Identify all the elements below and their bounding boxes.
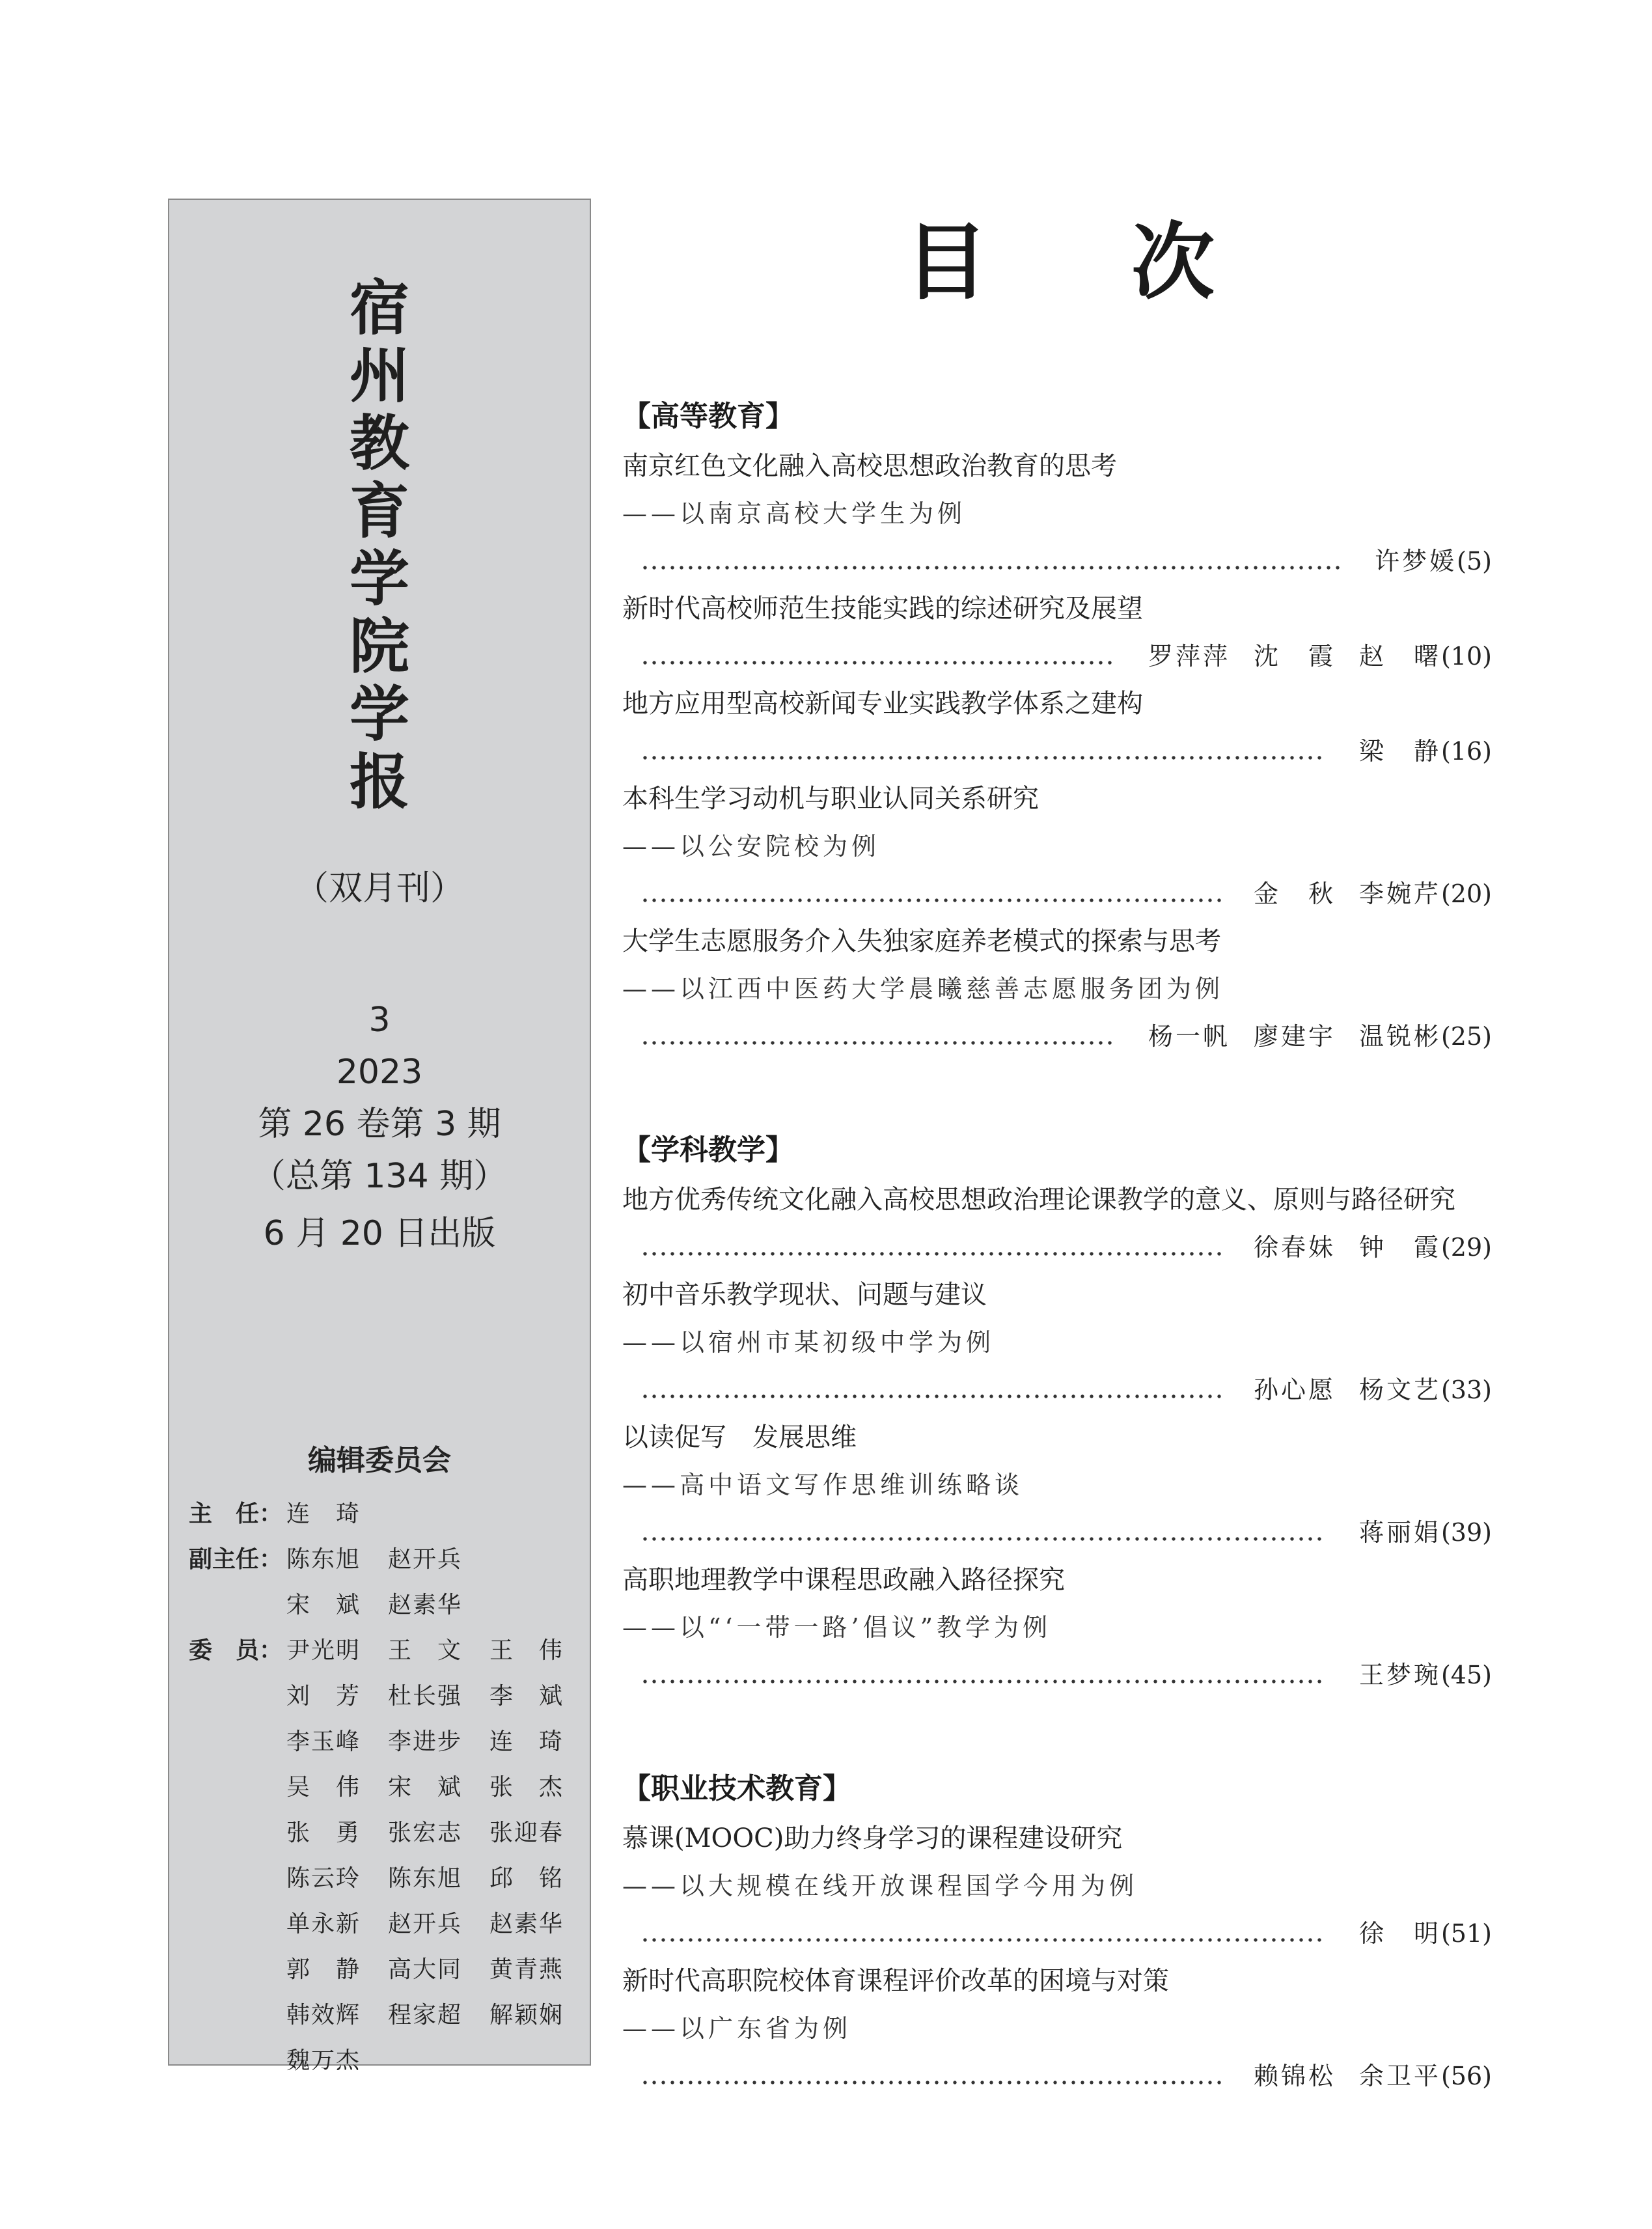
journal-title-char: 州: [349, 341, 409, 411]
article-title: 新时代高职院校体育课程评价改革的困境与对策: [622, 1966, 1169, 1996]
page-number: (25): [1440, 1022, 1492, 1051]
author-name: 钟 霞: [1358, 1233, 1441, 1262]
page-number: (5): [1457, 547, 1492, 575]
toc-entry[interactable]: [622, 1958, 1492, 2100]
board-member: 张 勇: [286, 1820, 361, 1846]
board-member: 程家超: [388, 2002, 463, 2028]
article-subtitle: ——以江西中医药大学晨曦慈善志愿服务团为例: [622, 975, 1224, 1003]
article-title: 南京红色文化融入高校思想政治教育的思考: [622, 451, 1117, 481]
article-leader-line: [622, 2053, 1492, 2100]
board-row: [189, 1814, 579, 1860]
toc-section-heading: 【职业技术教育】: [622, 1772, 851, 1805]
issue-total: （总第 134 期）: [251, 1157, 508, 1196]
toc-entry[interactable]: [622, 680, 1492, 775]
board-member: 宋 斌: [286, 1592, 361, 1618]
article-authors: [1230, 870, 1492, 918]
dot-leader: [640, 1519, 1327, 1542]
dot-leader: [640, 2062, 1221, 2086]
author-name: 徐春妹: [1253, 1233, 1336, 1262]
board-names: [286, 2042, 388, 2075]
journal-title-char: 报: [349, 747, 409, 817]
article-authors: [1336, 1910, 1492, 1958]
board-names: [286, 1951, 591, 1984]
article-authors: [1125, 633, 1492, 680]
board-member: 陈云玲: [286, 1865, 361, 1892]
article-title: 本科生学习动机与职业认同关系研究: [622, 784, 1039, 814]
board-member: 李玉峰: [286, 1728, 361, 1755]
toc-entry[interactable]: [622, 1176, 1492, 1271]
board-names: [286, 1541, 489, 1574]
article-title: 以读促写 发展思维: [622, 1422, 857, 1452]
toc-entry[interactable]: [622, 585, 1492, 680]
article-title: 新时代高校师范生技能实践的综述研究及展望: [622, 594, 1143, 624]
page-number: (45): [1440, 1661, 1492, 1689]
author-name: 徐 明: [1358, 1919, 1441, 1948]
article-authors: [1336, 728, 1492, 775]
board-member: 连 琦: [286, 1501, 361, 1527]
toc-entry[interactable]: [622, 1414, 1492, 1557]
board-row: [189, 1495, 579, 1541]
board-member: 赵开兵: [388, 1546, 463, 1573]
issue-info: [169, 994, 590, 1260]
board-member: 郭 静: [286, 1956, 361, 1983]
dot-leader: [640, 643, 1116, 666]
article-leader-line: [622, 1366, 1492, 1414]
board-member: 宋 斌: [388, 1774, 463, 1801]
editorial-board-heading: 编辑委员会: [308, 1444, 451, 1477]
author-name: 赵 曙: [1358, 642, 1441, 671]
author-name: 梁 静: [1358, 737, 1441, 766]
article-leader-line: [622, 1224, 1492, 1271]
article-subtitle: ——以宿州市某初级中学为例: [622, 1328, 995, 1357]
board-row: [189, 1541, 579, 1586]
journal-title-char: 学: [349, 680, 409, 749]
author-name: 许梦媛: [1375, 547, 1457, 575]
journal-title-char: 育: [349, 477, 409, 546]
dot-leader: [640, 1661, 1327, 1685]
article-leader-line: [622, 1910, 1492, 1958]
article-leader-line: [622, 728, 1492, 775]
board-row: [189, 1769, 579, 1814]
article-subtitle: ——以大规模在线开放课程国学今用为例: [622, 1872, 1138, 1900]
board-member: 赵开兵: [388, 1911, 463, 1937]
article-authors: [1230, 1366, 1492, 1414]
board-row: [189, 2042, 579, 2088]
board-role: 委 员：: [189, 1637, 283, 1664]
article-authors: [1336, 1509, 1492, 1557]
author-name: 赖锦松: [1253, 2062, 1336, 2090]
author-name: 罗萍萍: [1148, 642, 1230, 671]
board-row: [189, 1951, 579, 1997]
journal-title-char: 院: [349, 612, 409, 682]
toc-entry[interactable]: [622, 443, 1492, 585]
board-row: [189, 1632, 579, 1678]
author-name: 温锐彬: [1358, 1022, 1441, 1051]
board-names: [286, 1769, 591, 1802]
board-member: 魏万杰: [286, 2047, 361, 2074]
editorial-board: [189, 1495, 579, 2088]
article-subtitle: ——以“‘一带一路’倡议”教学为例: [622, 1613, 1052, 1642]
page-number: (56): [1440, 2062, 1492, 2090]
board-role: 副主任：: [189, 1546, 283, 1573]
table-of-contents: [622, 391, 1492, 2100]
section-gap: [622, 1060, 1492, 1124]
toc-section-heading: 【高等教育】: [622, 400, 794, 433]
article-title: 地方优秀传统文化融入高校思想政治理论课教学的意义、原则与路径研究: [622, 1185, 1455, 1215]
board-row: [189, 1678, 579, 1723]
toc-entry[interactable]: [622, 775, 1492, 918]
board-member: 吴 伟: [286, 1774, 361, 1801]
board-names: [286, 1814, 591, 1848]
dot-leader: [640, 1023, 1116, 1046]
board-names: [286, 1678, 591, 1711]
board-member: 解颖娴: [489, 2002, 564, 2028]
page-number: (39): [1440, 1518, 1492, 1547]
board-member: 杜长强: [388, 1683, 463, 1710]
issue-year: 2023: [336, 1053, 423, 1092]
journal-sidebar: [168, 199, 591, 2074]
board-member: 刘 芳: [286, 1683, 361, 1710]
toc-entry[interactable]: [622, 918, 1492, 1060]
publish-date: 6 月 20 日出版: [263, 1214, 496, 1253]
page-number: (16): [1440, 737, 1492, 766]
board-member: 张迎春: [489, 1820, 564, 1846]
dot-leader: [640, 547, 1342, 571]
dot-leader: [640, 1376, 1221, 1400]
article-authors: [1125, 1013, 1492, 1060]
article-leader-line: [622, 538, 1492, 585]
author-name: 沈 霞: [1253, 642, 1336, 671]
board-member: 李 斌: [489, 1683, 564, 1710]
board-names: [286, 1723, 591, 1756]
article-leader-line: [622, 1013, 1492, 1060]
page-number: (51): [1440, 1919, 1492, 1948]
board-member: 赵素华: [489, 1911, 564, 1937]
article-subtitle: ——高中语文写作思维训练略谈: [622, 1471, 1024, 1499]
board-member: 陈东旭: [388, 1865, 463, 1892]
toc-section-heading: 【学科教学】: [622, 1133, 794, 1167]
article-leader-line: [622, 633, 1492, 680]
issue-volume: 第 26 卷第 3 期: [258, 1105, 501, 1144]
author-name: 杨一帆: [1148, 1022, 1230, 1051]
board-member: 陈东旭: [286, 1546, 361, 1573]
toc-entry[interactable]: [622, 1271, 1492, 1414]
page-number: (33): [1440, 1376, 1492, 1404]
article-title: 大学生志愿服务介入失独家庭养老模式的探索与思考: [622, 926, 1221, 956]
toc-title: 目次: [905, 214, 1358, 311]
board-names: [286, 1860, 591, 1893]
toc-entry[interactable]: [622, 1815, 1492, 1958]
board-row: [189, 1586, 579, 1632]
article-subtitle: ——以广东省为例: [622, 2014, 852, 2043]
dot-leader: [640, 738, 1327, 761]
board-names: [286, 1495, 388, 1529]
board-names: [286, 1997, 591, 2030]
board-row: [189, 1997, 579, 2042]
article-authors: [1351, 538, 1492, 585]
board-row: [189, 1905, 579, 1951]
board-member: 单永新: [286, 1911, 361, 1937]
journal-title-char: 学: [349, 544, 409, 614]
board-member: 王 文: [388, 1637, 463, 1664]
article-authors: [1336, 1652, 1492, 1699]
author-name: 廖建宇: [1253, 1022, 1336, 1051]
board-member: 李进步: [388, 1728, 463, 1755]
article-subtitle: ——以南京高校大学生为例: [622, 499, 967, 528]
board-row: [189, 1860, 579, 1905]
board-member: 韩效辉: [286, 2002, 361, 2028]
board-member: 尹光明: [286, 1637, 361, 1664]
article-title: 初中音乐教学现状、问题与建议: [622, 1280, 987, 1310]
board-member: 赵素华: [388, 1592, 463, 1618]
page-number: (29): [1440, 1233, 1492, 1262]
article-leader-line: [622, 1652, 1492, 1699]
board-member: 王 伟: [489, 1637, 564, 1664]
author-name: 孙心愿: [1253, 1376, 1336, 1404]
board-member: 张 杰: [489, 1774, 564, 1801]
board-member: 高大同: [388, 1956, 463, 1983]
board-role: 主 任：: [189, 1501, 283, 1527]
board-names: [286, 1905, 591, 1939]
dot-leader: [640, 1234, 1221, 1257]
author-name: 蒋丽娟: [1358, 1518, 1441, 1547]
author-name: 李婉芹: [1358, 879, 1441, 908]
board-member: 张宏志: [388, 1820, 463, 1846]
toc-entry[interactable]: [622, 1557, 1492, 1699]
article-subtitle: ——以公安院校为例: [622, 832, 881, 861]
page-number: (10): [1440, 642, 1492, 671]
article-authors: [1230, 1224, 1492, 1271]
author-name: 余卫平: [1358, 2062, 1441, 2090]
board-row: [189, 1723, 579, 1769]
board-member: 连 琦: [489, 1728, 564, 1755]
issue-number: 3: [368, 1001, 391, 1040]
author-name: 王梦琬: [1358, 1661, 1441, 1689]
journal-title-char: 教: [349, 409, 409, 478]
article-title: 地方应用型高校新闻专业实践教学体系之建构: [622, 689, 1143, 719]
article-title: 高职地理教学中课程思政融入路径探究: [622, 1565, 1065, 1595]
board-names: [286, 1632, 591, 1665]
author-name: 杨文艺: [1358, 1376, 1441, 1404]
article-leader-line: [622, 870, 1492, 918]
dot-leader: [640, 880, 1221, 904]
author-name: 金 秋: [1253, 879, 1336, 908]
dot-leader: [640, 1920, 1327, 1943]
section-gap: [622, 1699, 1492, 1763]
journal-title-char: 宿: [349, 273, 409, 343]
article-authors: [1230, 2053, 1492, 2100]
page-number: (20): [1440, 879, 1492, 908]
board-member: 邱 铭: [489, 1865, 564, 1892]
board-member: 黄青燕: [489, 1956, 564, 1983]
publication-frequency: （双月刊）: [294, 869, 464, 908]
article-leader-line: [622, 1509, 1492, 1557]
article-title: 慕课(MOOC)助力终身学习的课程建设研究: [622, 1823, 1123, 1853]
board-names: [286, 1586, 489, 1620]
journal-title: [169, 275, 590, 816]
